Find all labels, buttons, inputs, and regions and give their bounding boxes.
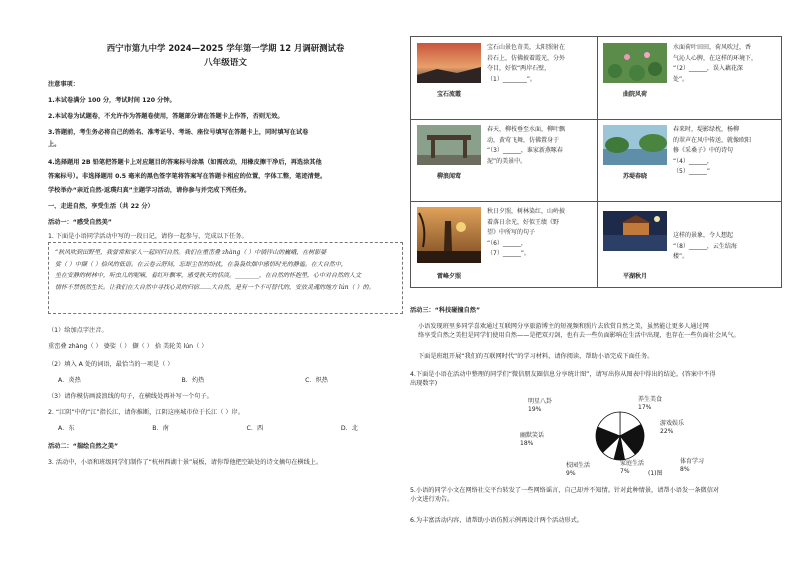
notice-item: 3.答题前，考生务必将自己的姓名、准考证号、考场、座位号填写在答题卡上，同时填写在试卷 — [48, 129, 309, 136]
pie-label: 养生美食 17% — [638, 396, 663, 411]
notice-item: 上。 — [48, 141, 61, 148]
activity-heading: 活动一：“感受自然美” — [48, 219, 112, 226]
pie-value: 18 — [520, 440, 528, 447]
passage-line: 娑（ ）中撷（ ）拾风的低语。在云卷云舒间，忘却尘世的纷扰，在袅袅炊烟中感悟时光的静谧。在大自然中， — [55, 260, 347, 268]
cell-text: 宝石山景色奇美，太阳照射在 岩石上，仿佛披着霞光，分外 夺目，好似“两岸石壁， （1）________”。 — [487, 44, 566, 83]
sub-question: （1）给加点字注音。 — [48, 327, 108, 334]
question-4: 4.下面是小语在活动中整理的同学们“微信朋友圈信息分享统计图”，请写出你从图表中得出的结论。(答案中不得 出现数字) — [410, 371, 716, 388]
notice-heading: 注意事项： — [48, 81, 79, 88]
notice-item: 4.选择题用 2B 铅笔把答题卡上对应题目的答案标号涂黑（如需改动，用橡皮擦干净后，再选涂其他 — [48, 159, 322, 166]
option-b[interactable]: B．灼热 — [181, 377, 205, 384]
table-cell — [411, 37, 597, 119]
pagoda-sunset-image — [417, 207, 481, 263]
notice-item: 2.本试卷为试题卷，不允许作为答题卷使用，答题部分请在答题卡上作答，否则无效。 — [48, 113, 284, 120]
pie-value: 17 — [638, 404, 646, 411]
passage-line: 情怀不禁悄然生长。让我们在大自然中寻找心灵的归宿……大自然，是有一个不可替代的，安放灵魂的地方 lún（ ）的。 — [55, 283, 375, 291]
paragraph: 小语发现班里多同学喜欢通过互联网分享旅游博主的短视频和照片去欣赏自然之美，虽然能让更多人通过网 络享受自然之美但是同学们使用自然——是把双刃剑，也有去一些负面影响在生活中出现，也存在一些负面社会风气。 — [418, 323, 740, 340]
pie-value: 7 — [620, 468, 624, 475]
image-caption: 曲院风荷 — [622, 91, 647, 98]
archway-image — [417, 125, 481, 165]
pie-value: 9 — [566, 470, 570, 477]
pie-label: 游戏娱乐 22% — [660, 420, 685, 435]
option-b[interactable]: B．南 — [152, 425, 169, 432]
pie-label: 明星八卦 19% — [528, 398, 553, 413]
sub-question: （3）请你模仿画波浪线的句子，在横线处再补写一个句子。 — [48, 393, 213, 400]
notice-item: 1.本试卷满分 100 分，考试时间 120 分钟。 — [48, 97, 176, 104]
options-row — [58, 376, 398, 385]
cell-text: 秋日夕照，树林染红，山岭披 着落日余光，好似王绩《野 望》中所写的句子 “（6）______， （7）______”。 — [487, 208, 566, 257]
pie-label: 幽默笑话 18% — [520, 432, 545, 447]
cell-text: 水面荷叶田田，荷风吹过，香 气沁人心脾，在这样的环境下， “（2）______，误入藕花深 处”。 — [673, 44, 758, 83]
image-caption: 柳浪闻莺 — [436, 173, 461, 180]
section-heading: 一、走进自然，享受生活（共 22 分） — [48, 203, 154, 210]
exam-subtitle: 八年级语文 — [204, 58, 247, 68]
table-cell — [597, 201, 783, 289]
sub-question: （2）填入 A 处的词语，最恰当的一项是（ ） — [48, 361, 174, 368]
question-1: 1. 下面是小语同学活动中写的一段日记，请你一起参与，完成以下任务。 — [48, 233, 248, 240]
passage-line: “秋风吹到田野里，我曾常和家人一起回归自然。我们在重峦叠 zhàng（ ）中徜徉山的巍峨，在树影婆 — [55, 249, 327, 256]
image-caption: 雷峰夕照 — [436, 273, 461, 280]
cell-text: 这样的景象，令人想起 “（8）______，云生结海 楼”。 — [673, 232, 737, 260]
option-c[interactable]: C．炽热 — [305, 377, 328, 384]
west-lake-table — [410, 36, 782, 288]
causeway-image — [603, 125, 667, 165]
pie-label: 体育学习 8% — [680, 458, 705, 473]
image-caption: 苏堤春晓 — [622, 173, 647, 180]
option-c[interactable]: C．西 — [246, 425, 264, 432]
options-row — [58, 424, 358, 433]
pie-value: 22 — [660, 428, 668, 435]
exam-title: 西宁市第九中学 2024—2025 学年第一学期 12 月调研测试卷 — [106, 43, 345, 53]
paragraph: 下面是班组开展“我们的互联网时代”的学习材料，请你阅读，帮助小语完成下面任务。 — [418, 353, 654, 360]
image-caption: 平湖秋月 — [622, 273, 647, 280]
question-6: 6.为丰富活动内容，请帮助小语仿照示例再设计两个活动形式。 — [410, 517, 583, 524]
cell-text: 春来时，堤影绿枕，杨柳 的翠声在风中传送，就像欧阳 修《采桑子》中的诗句 “（4）______， （5）______” — [673, 126, 752, 175]
option-a[interactable]: A．炎热 — [58, 377, 81, 384]
pie-label: 校园生活 9% — [566, 462, 591, 477]
sunset-rock-image — [417, 43, 481, 83]
question-5: 5.小语的同学小文在网络社交平台转发了一些网络谣言，自己却并不知情。针对此种情景，请帮小语发一条微信对 小文进行劝告。 — [410, 487, 720, 504]
table-cell — [411, 201, 597, 289]
lake-moon-image — [603, 211, 667, 251]
notice-item: 答案标号）。非选择题用 0.5 毫米的黑色签字笔将答案写在答题卡相应的位置，字体工整，笔迹清楚。 — [48, 173, 327, 180]
pie-label: 家庭生活 7% — [620, 460, 645, 475]
notice-intro: 学校举办“亲近自然·返璞归真”主题学习活动，请你参与并完成下列任务。 — [48, 187, 251, 194]
pie-chart — [520, 396, 720, 480]
pie-value: 19 — [528, 406, 536, 413]
cell-text: 春天，柳枝垂至水面，柳叶飘 动，黄莺飞舞，仿佛置身于 “（3）______，谁家新燕啄春 泥”的美景中。 — [487, 126, 566, 165]
table-cell — [597, 37, 783, 119]
image-caption: 宝石流霞 — [436, 91, 461, 98]
pie-value: 8 — [680, 466, 684, 473]
activity-heading: 活动二：“揣绘自然之美” — [48, 443, 119, 450]
table-cell — [411, 119, 597, 201]
option-a[interactable]: A．东 — [58, 425, 75, 432]
table-cell — [597, 119, 783, 201]
diary-passage — [48, 242, 403, 314]
lotus-pond-image — [603, 43, 667, 83]
passage-line: 坐在安静的树林中，听虫儿的呢喃，看红叶飘零，感受秋天的恬淡。________，在自然的怀抱里，心中对自然的人文 — [55, 272, 362, 279]
option-d[interactable]: D．北 — [340, 425, 358, 432]
question-3: 3. 活动中，小语和班级同学们制作了“杭州西湖十景”展板，请你帮他把空缺处的诗文摘句在横线上。 — [48, 459, 323, 466]
question-2: 2. “江阴”中的“江”指长江，请你推断，江阴这座城市位于长江（ ）岸。 — [48, 409, 244, 416]
chart-note: (1)图 — [648, 470, 663, 477]
pinyin-row: 重峦叠 zhàng（ ） 婆娑（ ） 撷（ ） 拾 美轮美 lún（ ） — [48, 343, 208, 350]
activity-heading: 活动三：“科技碰撞自然” — [410, 307, 481, 314]
